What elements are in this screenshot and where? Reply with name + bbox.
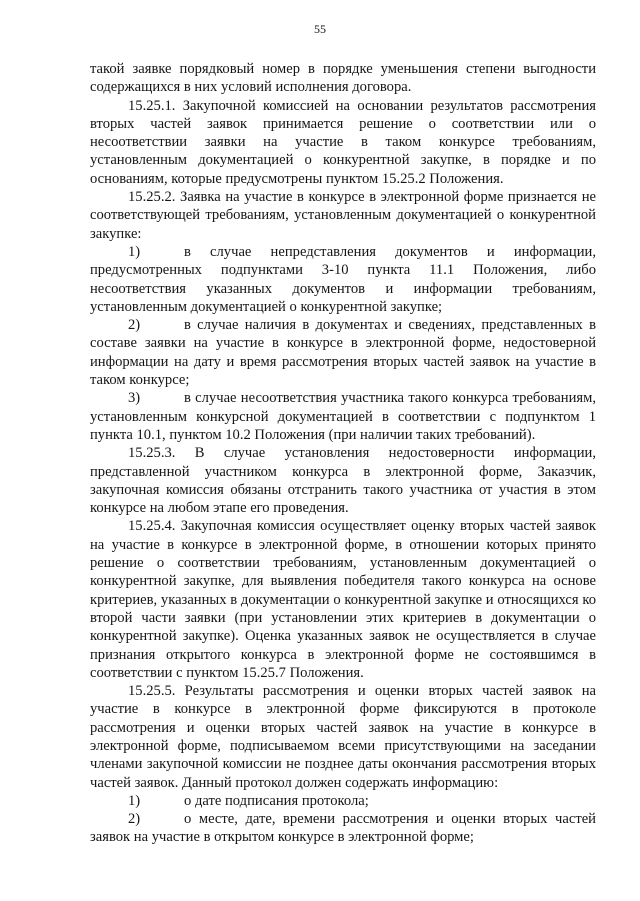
paragraph: 15.25.1. Закупочной комиссией на основании результатов рассмотрения вторых частей заявок принимается решение о соответствии или о несоответствии заявки на участие в таком конкурсе требованиям, установленным документацией о конкурентной закупке, в порядке и по основаниям, которые предусмотрены пунктом 15.25.2 Положения. [90, 97, 596, 187]
document-body [90, 60, 596, 847]
list-item [90, 792, 596, 810]
list-item-number: 2) [128, 317, 141, 334]
list-item-number: 1) [128, 243, 141, 260]
list-item-number: 2) [128, 811, 141, 828]
list-item-text: о дате подписания протокола; [184, 792, 369, 809]
list-item-number: 1) [128, 792, 141, 809]
list-item [90, 810, 596, 847]
list-item-text: о месте, дате, времени рассмотрения и оценки вторых частей заявок на участие в открытом конкурсе в электронной форме; [90, 811, 596, 846]
paragraph: 15.25.2. Заявка на участие в конкурсе в электронной форме признается не соответствующей требованиям, установленным документацией о конкурентной закупке: [90, 189, 596, 242]
list-item-text: в случае непредставления документов и информации, предусмотренных подпунктами 3-10 пункта 11.1 Положения, либо несоответствия указанных документов и информации требованиям, установленным документацией о конкурентной закупке; [90, 243, 596, 315]
paragraph: такой заявке порядковый номер в порядке уменьшения степени выгодности содержащихся в них условий исполнения договора. [90, 61, 596, 96]
list-item [90, 316, 596, 389]
list-item [90, 243, 596, 316]
list-item-text: в случае наличия в документах и сведениях, представленных в составе заявки на участие в конкурсе в электронной форме, недостоверной информации на дату и время рассмотрения вторых частей заявок на участие в таком конкурсе; [90, 317, 596, 389]
paragraph: 15.25.3. В случае установления недостоверности информации, представленной участником конкурса в электронной форме, Заказчик, закупочная комиссия обязаны отстранить такого участника от участия в этом конкурсе на любом этапе его проведения. [90, 445, 596, 517]
paragraph: 15.25.5. Результаты рассмотрения и оценки вторых частей заявок на участие в конкурсе в электронной форме фиксируются в протоколе рассмотрения и оценки вторых частей заявок на участие в конкурсе в электронной форме, подписываемом всеми присутствующими на заседании членами закупочной комиссии не позднее даты окончания рассмотрения вторых частей заявок. Данный протокол должен содержать информацию: [90, 683, 596, 791]
list-item-text: в случае несоответствия участника такого конкурса требованиям, установленным конкурсной документацией в соответствии с подпунктом 1 пункта 10.1, пунктом 10.2 Положения (при наличии таких требований). [90, 390, 596, 443]
list-item-number: 3) [128, 390, 141, 407]
page-number: 55 [314, 22, 326, 36]
paragraph: 15.25.4. Закупочная комиссия осуществляет оценку вторых частей заявок на участие в конкурсе в электронной форме, в отношении которых принято решение о соответствии требованиям, установленным документацией о конкурентной закупке, для выявления победителя такого конкурса на основе критериев, указанных в документации о конкурентной закупке и относящихся ко второй части заявки (при установлении этих критериев в документации о конкурентной закупке). Оценка указанных заявок не осуществляется в случае признания открытого конкурса в электронной форме не состоявшимся в соответствии с пунктом 15.25.7 Положения. [90, 518, 596, 681]
list-item [90, 389, 596, 444]
